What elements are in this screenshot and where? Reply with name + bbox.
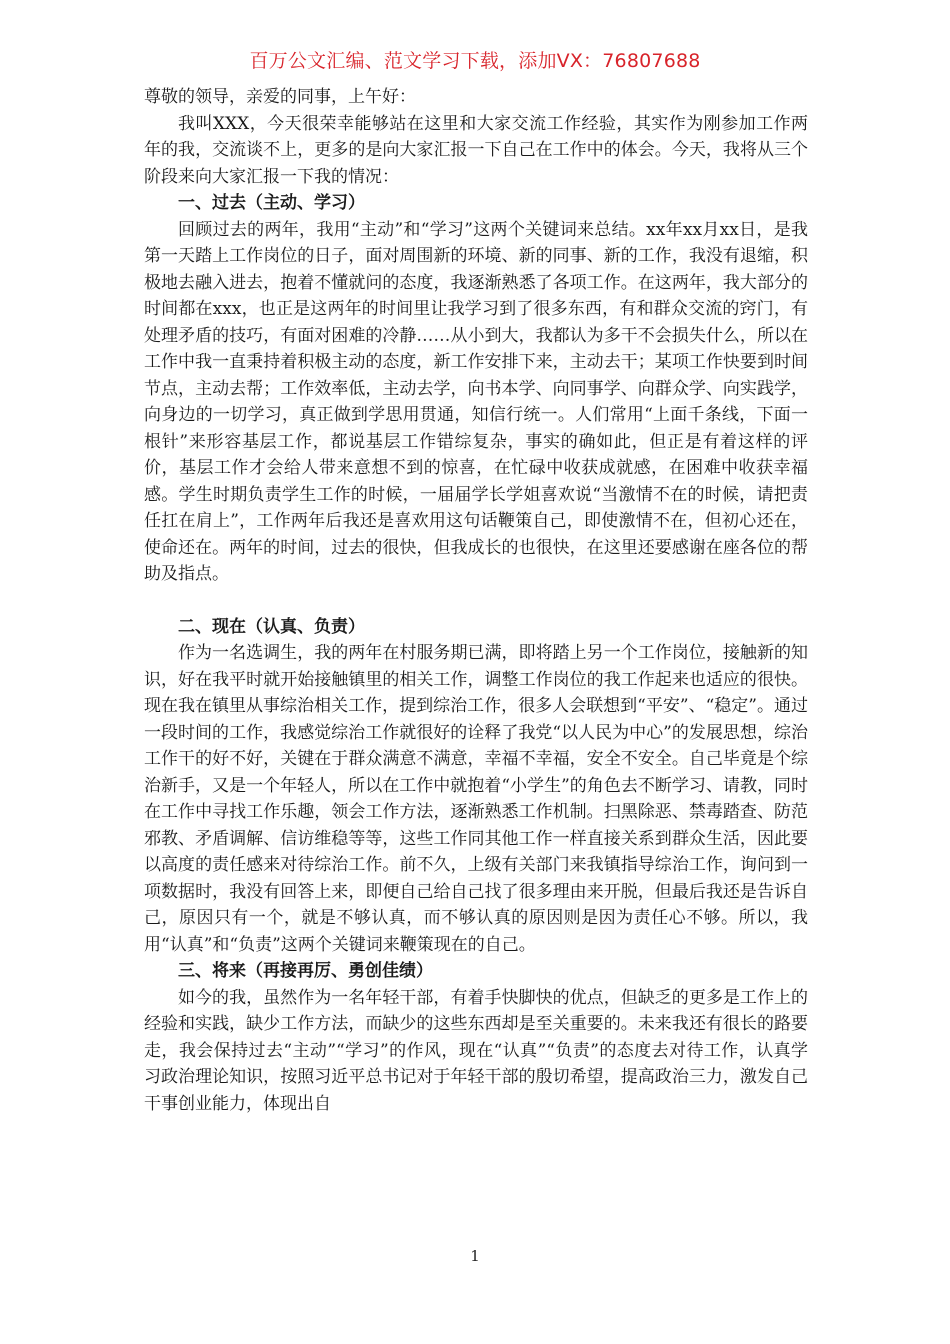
section-gap: [144, 588, 808, 614]
section-3-paragraph: 如今的我，虽然作为一名年轻干部，有着手快脚快的优点，但缺乏的更多是工作上的经验和实践，缺少工作方法，而缺少的这些东西却是至关重要的。未来我还有很长的路要走，我会保持过去“主动”“学习”的作风，现在“认真”“负责”的态度去对待工作，认真学习政治理论知识，按照习近平总书记对于年轻干部的殷切希望，提高政治三力，激发自己干事创业能力，体现出自: [144, 987, 808, 1114]
document-body: [144, 84, 808, 1117]
greeting: 尊敬的领导，亲爱的同事，上午好：: [144, 87, 416, 107]
section-1-heading: 一、过去（主动、学习）: [178, 193, 365, 213]
section-1-paragraph: 回顾过去的两年，我用“主动”和“学习”这两个关键词来总结。xx年xx月xx日，是我第一天踏上工作岗位的日子，面对周围新的环境、新的同事、新的工作，我没有退缩，积极地去融入进去，抱着不懂就问的态度，我逐渐熟悉了各项工作。在这两年，我大部分的时间都在xxx，也正是这两年的时间里让我学习到了很多东西，有和群众交流的窍门，有处理矛盾的技巧，有面对困难的冷静……从小到大，我都认为多干不会损失什么，所以在工作中我一直秉持着积极主动的态度，新工作安排下来，主动去干；某项工作快要到时间节点，主动去帮；工作效率低，主动去学，向书本学、向同事学、向群众学、向实践学，向身边的一切学习，真正做到学思用贯通，知信行统一。人们常用“上面千条线，下面一根针”来形容基层工作，都说基层工作错综复杂，事实的确如此，但正是有着这样的评价，基层工作才会给人带来意想不到的惊喜，在忙碌中收获成就感，在困难中收获幸福感。学生时期负责学生工作的时候，一届届学长学姐喜欢说“当激情不在的时候，请把责任扛在肩上”，工作两年后我还是喜欢用这句话鞭策自己，即使激情不在，但初心还在，使命还在。两年的时间，过去的很快，但我成长的也很快，在这里还要感谢在座各位的帮助及指点。: [144, 219, 808, 584]
section-2-heading: 二、现在（认真、负责）: [178, 616, 365, 637]
header-banner: 百万公文汇编、范文学习下载，添加VX：76807688: [249, 50, 701, 72]
page-number: 1: [470, 1247, 480, 1265]
intro-paragraph: 我叫XXX，今天很荣幸能够站在这里和大家交流工作经验，其实作为刚参加工作两年的我，交流谈不上，更多的是向大家汇报一下自己在工作中的体会。今天，我将从三个阶段来向大家汇报一下我的情况：: [144, 113, 808, 187]
section-2-paragraph: 作为一名选调生，我的两年在村服务期已满，即将踏上另一个工作岗位，接触新的知识，好在我平时就开始接触镇里的相关工作，调整工作岗位的我工作起来也适应的很快。现在我在镇里从事综治相关工作，提到综治工作，很多人会联想到“平安”、“稳定”。通过一段时间的工作，我感觉综治工作就很好的诠释了我党“以人民为中心”的发展思想，综治工作干的好不好，关键在于群众满意不满意，幸福不幸福，安全不安全。自己毕竟是个综治新手，又是一个年轻人，所以在工作中就抱着“小学生”的角色去不断学习、请教，同时在工作中寻找工作乐趣，领会工作方法，逐渐熟悉工作机制。扫黑除恶、禁毒踏查、防范邪教、矛盾调解、信访维稳等等，这些工作同其他工作一样直接关系到群众生活，因此要以高度的责任感来对待综治工作。前不久，上级有关部门来我镇指导综治工作，询问到一项数据时，我没有回答上来，即便自己给自己找了很多理由来开脱，但最后我还是告诉自己，原因只有一个，就是不够认真，而不够认真的原因则是因为责任心不够。所以，我用“认真”和“负责”这两个关键词来鞭策现在的自己。: [144, 643, 808, 955]
section-3-heading: 三、将来（再接再厉、勇创佳绩）: [178, 961, 433, 981]
